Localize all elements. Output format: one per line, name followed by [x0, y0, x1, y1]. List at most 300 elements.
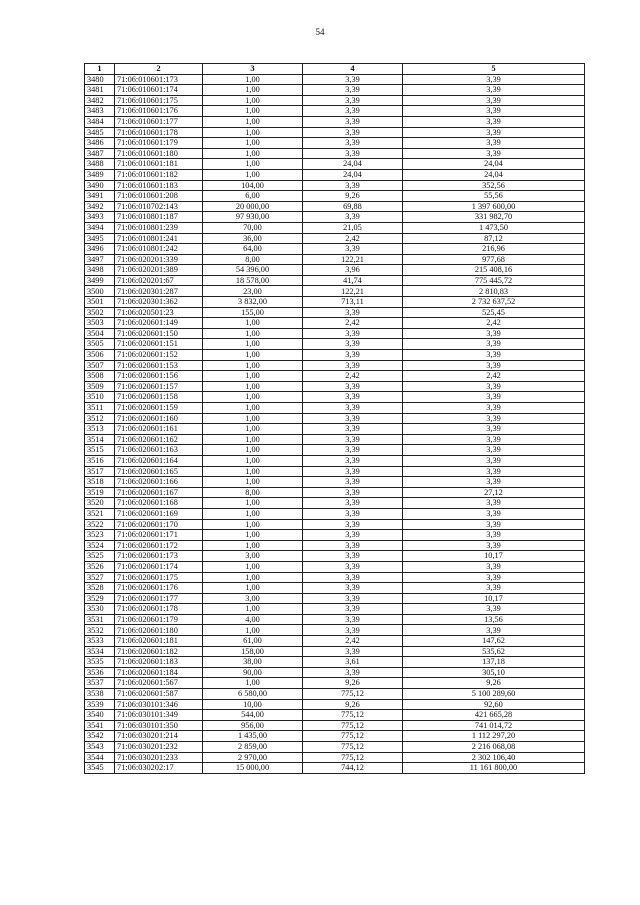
cadastral-value: 3,39 [403, 519, 585, 530]
unit-rate-value: 41,74 [303, 275, 403, 286]
cadastral-number: 71:06:020601:168 [115, 498, 203, 509]
row-number: 3505 [85, 339, 115, 350]
unit-rate-value: 3,39 [303, 487, 403, 498]
row-number: 3489 [85, 169, 115, 180]
row-number: 3514 [85, 434, 115, 445]
cadastral-value: 305,10 [403, 667, 585, 678]
cadastral-number: 71:06:020501:23 [115, 307, 203, 318]
row-number: 3539 [85, 699, 115, 710]
table-row [85, 604, 585, 615]
cadastral-value: 3,39 [403, 540, 585, 551]
cadastral-number: 71:06:020601:160 [115, 413, 203, 424]
cadastral-value: 3,39 [403, 477, 585, 488]
unit-rate-value: 3,39 [303, 614, 403, 625]
row-number: 3490 [85, 180, 115, 191]
unit-rate-value: 3,39 [303, 180, 403, 191]
row-number: 3499 [85, 275, 115, 286]
unit-rate-value: 3,39 [303, 604, 403, 615]
table-row [85, 265, 585, 276]
cadastral-value: 3,39 [403, 74, 585, 85]
row-number: 3541 [85, 720, 115, 731]
unit-rate-value: 3,39 [303, 403, 403, 414]
row-number: 3492 [85, 201, 115, 212]
unit-rate-value: 3,39 [303, 95, 403, 106]
cadastral-value: 1 473,50 [403, 222, 585, 233]
table-row [85, 138, 585, 149]
area-value: 1,00 [203, 381, 303, 392]
table-row [85, 540, 585, 551]
unit-rate-value: 9,26 [303, 678, 403, 689]
area-value: 1,00 [203, 318, 303, 329]
area-value: 8,00 [203, 254, 303, 265]
table-row [85, 106, 585, 117]
cadastral-value: 3,39 [403, 148, 585, 159]
unit-rate-value: 3,39 [303, 413, 403, 424]
table-row [85, 710, 585, 721]
row-number: 3504 [85, 328, 115, 339]
cadastral-value: 215 408,16 [403, 265, 585, 276]
area-value: 1,00 [203, 148, 303, 159]
unit-rate-value: 3,39 [303, 551, 403, 562]
cadastral-number: 71:06:010601:176 [115, 106, 203, 117]
unit-rate-value: 122,21 [303, 286, 403, 297]
cadastral-value: 352,56 [403, 180, 585, 191]
cadastral-number: 71:06:020601:176 [115, 583, 203, 594]
unit-rate-value: 3,39 [303, 434, 403, 445]
row-number: 3535 [85, 657, 115, 668]
unit-rate-value: 3,39 [303, 106, 403, 117]
cadastral-number: 71:06:020601:175 [115, 572, 203, 583]
unit-rate-value: 3,39 [303, 445, 403, 456]
area-value: 1,00 [203, 116, 303, 127]
table-row [85, 191, 585, 202]
cadastral-number: 71:06:010601:182 [115, 169, 203, 180]
cadastral-value: 525,45 [403, 307, 585, 318]
cadastral-value: 3,39 [403, 508, 585, 519]
unit-rate-value: 3,39 [303, 583, 403, 594]
table-row [85, 169, 585, 180]
area-value: 158,00 [203, 646, 303, 657]
cadastral-value: 3,39 [403, 424, 585, 435]
area-value: 1,00 [203, 339, 303, 350]
row-number: 3527 [85, 572, 115, 583]
area-value: 97 930,00 [203, 212, 303, 223]
unit-rate-value: 775,12 [303, 710, 403, 721]
row-number: 3530 [85, 604, 115, 615]
column-header-5: 5 [403, 64, 585, 75]
table-row [85, 286, 585, 297]
table-row [85, 381, 585, 392]
unit-rate-value: 3,39 [303, 572, 403, 583]
row-number: 3502 [85, 307, 115, 318]
cadastral-number: 71:06:020601:161 [115, 424, 203, 435]
cadastral-value: 331 982,70 [403, 212, 585, 223]
cadastral-number: 71:06:020601:178 [115, 604, 203, 615]
unit-rate-value: 744,12 [303, 763, 403, 774]
row-number: 3484 [85, 116, 115, 127]
area-value: 8,00 [203, 487, 303, 498]
cadastral-value: 3,39 [403, 85, 585, 96]
area-value: 1,00 [203, 466, 303, 477]
cadastral-number: 71:06:020601:150 [115, 328, 203, 339]
cadastral-value: 55,56 [403, 191, 585, 202]
area-value: 1,00 [203, 604, 303, 615]
area-value: 2 859,00 [203, 742, 303, 753]
unit-rate-value: 3,39 [303, 307, 403, 318]
row-number: 3518 [85, 477, 115, 488]
area-value: 61,00 [203, 636, 303, 647]
row-number: 3498 [85, 265, 115, 276]
unit-rate-value: 2,42 [303, 636, 403, 647]
table-row [85, 551, 585, 562]
cadastral-number: 71:06:010601:181 [115, 159, 203, 170]
cadastral-value: 3,39 [403, 403, 585, 414]
cadastral-number: 71:06:020601:164 [115, 455, 203, 466]
cadastral-number: 71:06:020601:166 [115, 477, 203, 488]
cadastral-value: 87,12 [403, 233, 585, 244]
area-value: 544,00 [203, 710, 303, 721]
unit-rate-value: 3,39 [303, 339, 403, 350]
row-number: 3480 [85, 74, 115, 85]
cadastral-number: 71:06:010801:241 [115, 233, 203, 244]
cadastral-value: 5 100 289,60 [403, 689, 585, 700]
table-body [85, 74, 585, 773]
area-value: 1,00 [203, 519, 303, 530]
unit-rate-value: 24,04 [303, 169, 403, 180]
unit-rate-value: 3,39 [303, 455, 403, 466]
row-number: 3528 [85, 583, 115, 594]
cadastral-value: 2,42 [403, 318, 585, 329]
table-row [85, 519, 585, 530]
area-value: 1,00 [203, 106, 303, 117]
cadastral-number: 71:06:020601:174 [115, 561, 203, 572]
area-value: 2 970,00 [203, 752, 303, 763]
cadastral-value: 2 732 637,52 [403, 297, 585, 308]
row-number: 3494 [85, 222, 115, 233]
cadastral-value: 3,39 [403, 583, 585, 594]
area-value: 1 435,00 [203, 731, 303, 742]
row-number: 3511 [85, 403, 115, 414]
row-number: 3533 [85, 636, 115, 647]
cadastral-value: 3,39 [403, 498, 585, 509]
unit-rate-value: 3,39 [303, 138, 403, 149]
table-row [85, 95, 585, 106]
row-number: 3496 [85, 244, 115, 255]
area-value: 4,00 [203, 614, 303, 625]
cadastral-number: 71:06:020601:180 [115, 625, 203, 636]
table-row [85, 74, 585, 85]
row-number: 3526 [85, 561, 115, 572]
area-value: 1,00 [203, 74, 303, 85]
cadastral-value: 977,68 [403, 254, 585, 265]
cadastral-number: 71:06:010601:173 [115, 74, 203, 85]
cadastral-number: 71:06:020601:156 [115, 371, 203, 382]
unit-rate-value: 2,42 [303, 233, 403, 244]
cadastral-number: 71:06:020601:181 [115, 636, 203, 647]
unit-rate-value: 3,39 [303, 625, 403, 636]
cadastral-number: 71:06:020601:165 [115, 466, 203, 477]
cadastral-value: 2,42 [403, 371, 585, 382]
cadastral-value: 216,96 [403, 244, 585, 255]
table-row [85, 127, 585, 138]
cadastral-value: 3,39 [403, 561, 585, 572]
row-number: 3508 [85, 371, 115, 382]
cadastral-number: 71:06:010601:175 [115, 95, 203, 106]
table-row [85, 530, 585, 541]
table-row [85, 339, 585, 350]
table-row [85, 254, 585, 265]
cadastral-value: 9,26 [403, 678, 585, 689]
row-number: 3487 [85, 148, 115, 159]
unit-rate-value: 3,39 [303, 212, 403, 223]
area-value: 1,00 [203, 413, 303, 424]
row-number: 3509 [85, 381, 115, 392]
row-number: 3515 [85, 445, 115, 456]
cadastral-number: 71:06:020601:182 [115, 646, 203, 657]
unit-rate-value: 775,12 [303, 720, 403, 731]
table-row [85, 275, 585, 286]
table-row [85, 297, 585, 308]
table-row [85, 731, 585, 742]
area-value: 1,00 [203, 95, 303, 106]
table-row [85, 455, 585, 466]
cadastral-value: 3,39 [403, 138, 585, 149]
area-value: 1,00 [203, 678, 303, 689]
area-value: 1,00 [203, 85, 303, 96]
cadastral-value: 3,39 [403, 95, 585, 106]
row-number: 3491 [85, 191, 115, 202]
area-value: 38,00 [203, 657, 303, 668]
area-value: 1,00 [203, 498, 303, 509]
cadastral-value: 3,39 [403, 455, 585, 466]
table-row [85, 445, 585, 456]
table-row [85, 508, 585, 519]
area-value: 1,00 [203, 350, 303, 361]
cadastral-value: 24,04 [403, 159, 585, 170]
table-row [85, 583, 585, 594]
cadastral-value: 1 112 297,20 [403, 731, 585, 742]
cadastral-number: 71:06:020601:170 [115, 519, 203, 530]
cadastral-value: 147,62 [403, 636, 585, 647]
unit-rate-value: 3,39 [303, 148, 403, 159]
row-number: 3512 [85, 413, 115, 424]
table-row [85, 116, 585, 127]
row-number: 3516 [85, 455, 115, 466]
cadastral-number: 71:06:030201:232 [115, 742, 203, 753]
row-number: 3497 [85, 254, 115, 265]
table-row [85, 424, 585, 435]
area-value: 1,00 [203, 434, 303, 445]
unit-rate-value: 775,12 [303, 742, 403, 753]
area-value: 70,00 [203, 222, 303, 233]
table-row [85, 403, 585, 414]
area-value: 10,00 [203, 699, 303, 710]
table-row [85, 752, 585, 763]
area-value: 64,00 [203, 244, 303, 255]
cadastral-value: 24,04 [403, 169, 585, 180]
area-value: 3,00 [203, 593, 303, 604]
cadastral-number: 71:06:030101:349 [115, 710, 203, 721]
cadastral-number: 71:06:020601:587 [115, 689, 203, 700]
row-number: 3495 [85, 233, 115, 244]
table-row [85, 360, 585, 371]
unit-rate-value: 2,42 [303, 371, 403, 382]
area-value: 15 000,00 [203, 763, 303, 774]
row-number: 3531 [85, 614, 115, 625]
area-value: 6 580,00 [203, 689, 303, 700]
table-row [85, 763, 585, 774]
unit-rate-value: 775,12 [303, 752, 403, 763]
unit-rate-value: 3,39 [303, 477, 403, 488]
table-row [85, 434, 585, 445]
row-number: 3537 [85, 678, 115, 689]
table-row [85, 625, 585, 636]
unit-rate-value: 122,21 [303, 254, 403, 265]
table-row [85, 180, 585, 191]
area-value: 1,00 [203, 508, 303, 519]
cadastral-number: 71:06:010601:183 [115, 180, 203, 191]
cadastral-value-table [84, 63, 585, 774]
area-value: 1,00 [203, 561, 303, 572]
area-value: 1,00 [203, 455, 303, 466]
cadastral-number: 71:06:020201:339 [115, 254, 203, 265]
cadastral-number: 71:06:010702:143 [115, 201, 203, 212]
unit-rate-value: 775,12 [303, 731, 403, 742]
table-row [85, 646, 585, 657]
unit-rate-value: 2,42 [303, 318, 403, 329]
cadastral-number: 71:06:020601:153 [115, 360, 203, 371]
unit-rate-value: 3,39 [303, 508, 403, 519]
table-row [85, 593, 585, 604]
unit-rate-value: 3,39 [303, 424, 403, 435]
table-row [85, 244, 585, 255]
table-row [85, 201, 585, 212]
unit-rate-value: 3,39 [303, 350, 403, 361]
unit-rate-value: 21,05 [303, 222, 403, 233]
row-number: 3534 [85, 646, 115, 657]
cadastral-number: 71:06:030202:17 [115, 763, 203, 774]
row-number: 3493 [85, 212, 115, 223]
unit-rate-value: 3,39 [303, 116, 403, 127]
cadastral-number: 71:06:010601:180 [115, 148, 203, 159]
cadastral-value: 741 014,72 [403, 720, 585, 731]
cadastral-number: 71:06:020601:149 [115, 318, 203, 329]
column-header-1: 1 [85, 64, 115, 75]
table-row [85, 371, 585, 382]
area-value: 1,00 [203, 625, 303, 636]
cadastral-value: 137,18 [403, 657, 585, 668]
row-number: 3510 [85, 392, 115, 403]
cadastral-number: 71:06:020601:151 [115, 339, 203, 350]
cadastral-value: 2 302 106,40 [403, 752, 585, 763]
cadastral-value: 3,39 [403, 339, 585, 350]
table-row [85, 307, 585, 318]
cadastral-number: 71:06:020601:159 [115, 403, 203, 414]
area-value: 1,00 [203, 328, 303, 339]
cadastral-value: 775 445,72 [403, 275, 585, 286]
row-number: 3500 [85, 286, 115, 297]
area-value: 18 578,00 [203, 275, 303, 286]
cadastral-value: 3,39 [403, 381, 585, 392]
area-value: 1,00 [203, 530, 303, 541]
table-row [85, 318, 585, 329]
table-row [85, 477, 585, 488]
unit-rate-value: 3,39 [303, 360, 403, 371]
row-number: 3523 [85, 530, 115, 541]
table-row [85, 487, 585, 498]
table-row [85, 699, 585, 710]
row-number: 3488 [85, 159, 115, 170]
unit-rate-value: 3,39 [303, 646, 403, 657]
area-value: 54 396,00 [203, 265, 303, 276]
table-row [85, 561, 585, 572]
cadastral-value: 2 216 068,08 [403, 742, 585, 753]
area-value: 6,00 [203, 191, 303, 202]
cadastral-number: 71:06:010601:178 [115, 127, 203, 138]
row-number: 3543 [85, 742, 115, 753]
page-number: 54 [315, 27, 325, 37]
cadastral-value: 3,39 [403, 106, 585, 117]
unit-rate-value: 9,26 [303, 191, 403, 202]
unit-rate-value: 3,39 [303, 127, 403, 138]
unit-rate-value: 3,39 [303, 85, 403, 96]
cadastral-value: 3,39 [403, 572, 585, 583]
row-number: 3538 [85, 689, 115, 700]
table-header [85, 64, 585, 75]
cadastral-value: 3,39 [403, 413, 585, 424]
table-row [85, 572, 585, 583]
unit-rate-value: 3,39 [303, 667, 403, 678]
area-value: 1,00 [203, 159, 303, 170]
row-number: 3483 [85, 106, 115, 117]
area-value: 20 000,00 [203, 201, 303, 212]
cadastral-number: 71:06:020601:152 [115, 350, 203, 361]
cadastral-number: 71:06:010601:177 [115, 116, 203, 127]
area-value: 1,00 [203, 477, 303, 488]
unit-rate-value: 3,39 [303, 328, 403, 339]
cadastral-number: 71:06:030101:350 [115, 720, 203, 731]
row-number: 3525 [85, 551, 115, 562]
area-value: 23,00 [203, 286, 303, 297]
area-value: 1,00 [203, 127, 303, 138]
table-row [85, 657, 585, 668]
row-number: 3521 [85, 508, 115, 519]
cadastral-value: 535,62 [403, 646, 585, 657]
column-header-2: 2 [115, 64, 203, 75]
unit-rate-value: 3,39 [303, 519, 403, 530]
area-value: 155,00 [203, 307, 303, 318]
cadastral-number: 71:06:010601:208 [115, 191, 203, 202]
cadastral-value: 3,39 [403, 127, 585, 138]
area-value: 1,00 [203, 540, 303, 551]
unit-rate-value: 3,39 [303, 540, 403, 551]
area-value: 956,00 [203, 720, 303, 731]
area-value: 1,00 [203, 572, 303, 583]
unit-rate-value: 69,88 [303, 201, 403, 212]
table-row [85, 350, 585, 361]
unit-rate-value: 3,39 [303, 244, 403, 255]
row-number: 3485 [85, 127, 115, 138]
unit-rate-value: 3,39 [303, 74, 403, 85]
table-row [85, 689, 585, 700]
area-value: 36,00 [203, 233, 303, 244]
area-value: 1,00 [203, 445, 303, 456]
cadastral-value: 1 397 600,00 [403, 201, 585, 212]
row-number: 3519 [85, 487, 115, 498]
area-value: 1,00 [203, 392, 303, 403]
area-value: 1,00 [203, 169, 303, 180]
header-row [85, 64, 585, 75]
